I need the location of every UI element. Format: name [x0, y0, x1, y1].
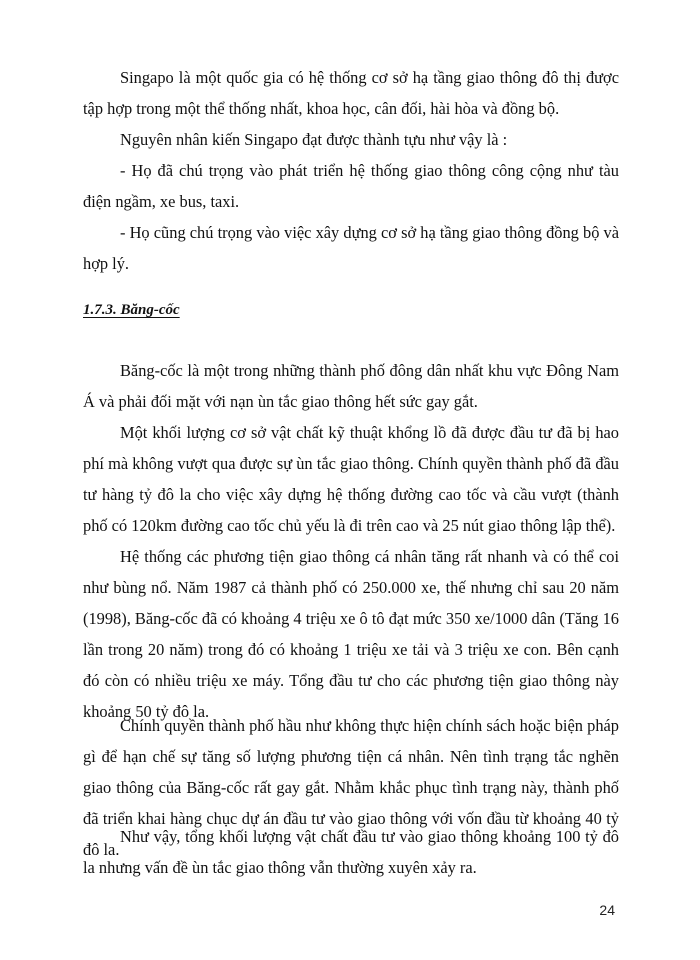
paragraph-singapore-reasons: Nguyên nhân kiến Singapo đạt được thành tựu như vậy là :: [120, 130, 508, 149]
paragraph-bangkok-intro: Băng-cốc là một trong những thành phố đông dân nhất khu vực Đông Nam Á và phải đối mặt với nạn ùn tắc giao thông hết sức gay gắt.: [83, 361, 619, 411]
paragraph-singapore-public-transport: - Họ đã chú trọng vào phát triển hệ thống giao thông công cộng như tàu điện ngầm, xe bus, taxi.: [83, 161, 619, 211]
paragraph-bangkok-investment: Một khối lượng cơ sở vật chất kỹ thuật khổng lồ đã được đầu tư đã bị hao phí mà không vượt qua được sự ùn tắc giao thông. Chính quyền thành phố đã đầu tư hàng tỷ đô la cho việc xây dựng hệ thống đường cao tốc và cầu vượt (thành phố có 120km đường cao tốc chủ yếu là đi trên cao và 25 nút giao thông lập thể).: [83, 423, 619, 535]
paragraph-bangkok-conclusion: Như vậy, tổng khối lượng vật chất đầu tư vào giao thông khoảng 100 tỷ đô la nhưng vấn đề ùn tắc giao thông vẫn thường xuyên xảy ra.: [83, 827, 619, 877]
paragraph-bangkok-vehicles: Hệ thống các phương tiện giao thông cá nhân tăng rất nhanh và có thể coi như bùng nổ. Năm 1987 cả thành phố có 250.000 xe, thế nhưng chỉ sau 20 năm (1998), Băng-cốc đã có khoảng 4 triệu xe ô tô đạt mức 350 xe/1000 dân (Tăng 16 lần trong 20 năm) trong đó có khoảng 1 triệu xe tải và 3 triệu xe con. Bên cạnh đó còn có nhiều triệu xe máy. Tổng đầu tư cho các phương tiện giao thông này khoảng 50 tỷ đô la.: [83, 547, 619, 721]
section-heading-bangkok: 1.7.3. Băng-cốc: [83, 302, 180, 318]
paragraph-singapore-intro: Singapo là một quốc gia có hệ thống cơ sở hạ tầng giao thông đô thị được tập hợp trong một thể thống nhất, khoa học, cân đối, hài hòa và đồng bộ.: [83, 68, 619, 118]
paragraph-singapore-infrastructure: - Họ cũng chú trọng vào việc xây dựng cơ sở hạ tầng giao thông đồng bộ và hợp lý.: [83, 223, 619, 273]
page-number: 24: [599, 902, 615, 918]
paragraph-bangkok-policy: Chính quyền thành phố hầu như không thực hiện chính sách hoặc biện pháp gì để hạn chế sự tăng số lượng phương tiện cá nhân. Nên tình trạng tắc nghẽn giao thông của Băng-cốc rất gay gắt. Nhằm khắc phục tình trạng này, thành phố đã triển khai hàng chục dự án đầu tư vào giao thông với vốn đầu từ khoảng 40 tỷ đô la.: [83, 716, 619, 859]
